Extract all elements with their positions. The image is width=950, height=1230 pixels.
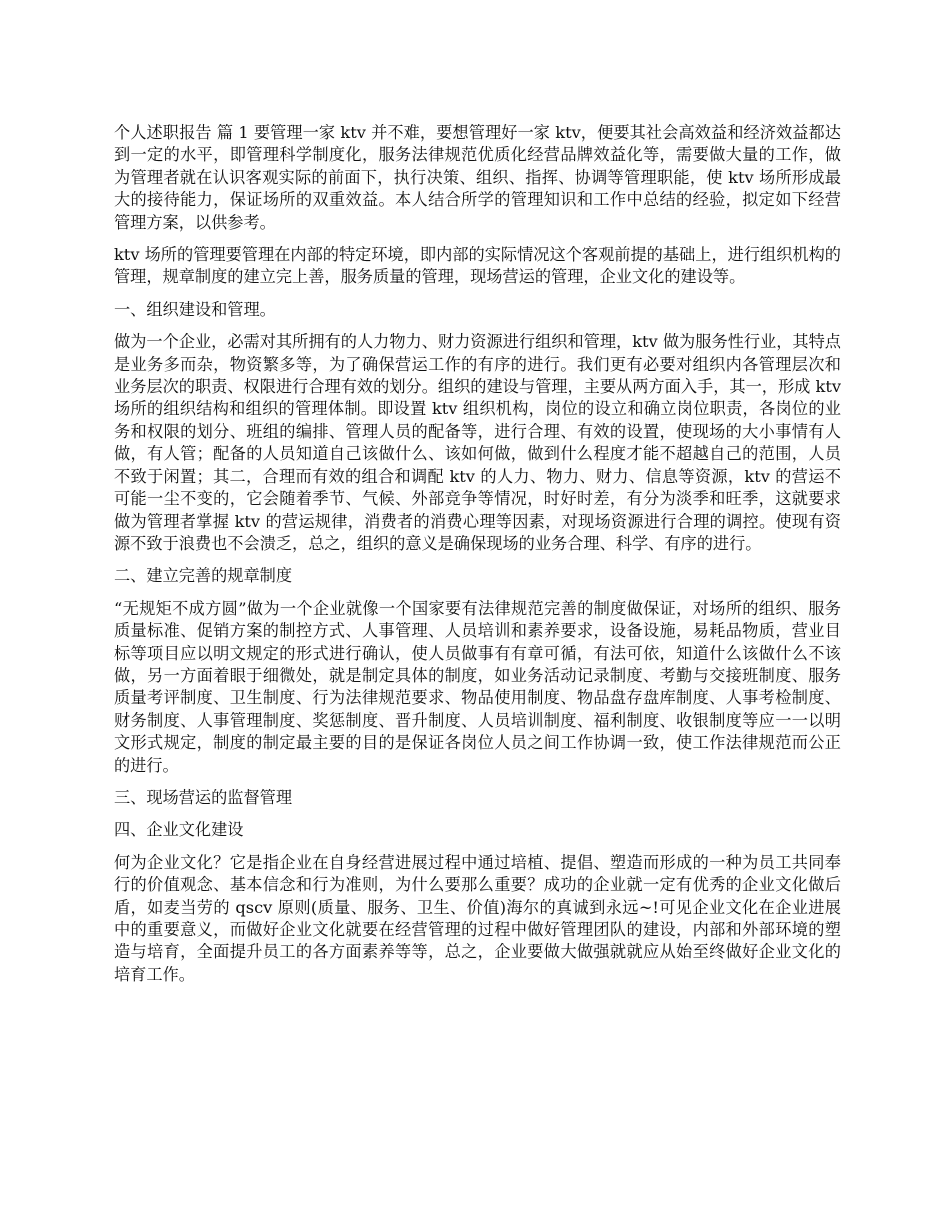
section-heading-rules: 二、建立完善的规章制度: [114, 566, 293, 586]
document-page: [114, 122, 841, 996]
paragraph-intro: 个人述职报告 篇 1 要管理一家 ktv 并不难，要想管理好一家 ktv，便要其社会高效益和经济效益都达到一定的水平，即管理科学制度化，服务法律规范优质化经营品牌效益化等，需要做大量的工作，做为管理者就在认识客观实际的前面下，执行决策、组织、指挥、协调等管理职能，使 ktv 场所形成最大的接待能力，保证场所的双重效益。本人结合所学的管理知识和工作中总结的经验，拟定如下经营管理方案，以供参考。: [114, 123, 841, 232]
paragraph-culture: 何为企业文化？它是指企业在自身经营进展过程中通过培植、提倡、塑造而形成的一种为员工共同奉行的价值观念、基本信念和行为准则，为什么要那么重要？成功的企业就一定有优秀的企业文化做后盾，如麦当劳的 qscv 原则(质量、服务、卫生、价值)海尔的真诚到永远~!可见企业文化在企业进展中的重要意义，而做好企业文化就要在经营管理的过程中做好管理团队的建设，内部和外部环境的塑造与培育，全面提升员工的各方面素养等等，总之，企业要做大做强就就应从始至终做好企业文化的培育工作。: [114, 852, 841, 984]
paragraph-organization: 做为一个企业，必需对其所拥有的人力物力、财力资源进行组织和管理，ktv 做为服务性行业，其特点是业务多而杂，物资繁多等，为了确保营运工作的有序的进行。我们更有必要对组织内各管理层次和业务层次的职责、权限进行合理有效的划分。组织的建设与管理，主要从两方面入手，其一，形成 ktv 场所的组织结构和组织的管理体制。即设置 ktv 组织机构，岗位的设立和确立岗位职责，各岗位的业务和权限的划分、班组的编排、管理人员的配备等，进行合理、有效的设置，使现场的大小事情有人做，有人管；配备的人员知道自己该做什么、该如何做，做到什么程度才能不超越自己的范围，人员不致于闲置；其二，合理而有效的组合和调配 ktv 的人力、物力、财力、信息等资源，ktv 的营运不可能一尘不变的，它会随着季节、气候、外部竞争等情况，时好时差，有分为淡季和旺季，这就要求做为管理者掌握 ktv 的营运规律，消费者的消费心理等因素，对现场资源进行合理的调控。使现有资源不致于浪费也不会溃乏，总之，组织的意义是确保现场的业务合理、科学、有序的进行。: [114, 332, 841, 553]
paragraph-scope: ktv 场所的管理要管理在内部的特定环境，即内部的实际情况这个客观前提的基础上，进行组织机构的管理，规章制度的建立完上善，服务质量的管理，现场营运的管理，企业文化的建设等。: [114, 245, 841, 287]
section-heading-culture: 四、企业文化建设: [114, 820, 244, 840]
paragraph-rules: “无规矩不成方圆”做为一个企业就像一个国家要有法律规范完善的制度做保证，对场所的组织、服务质量标准、促销方案的制控方式、人事管理、人员培训和素养要求，设备设施，易耗品物质，营业目标等项目应以明文规定的形式进行确认，使人员做事有有章可循，有法可依，知道什么该做什么不该做，另一方面着眼于细微处，就是制定具体的制度，如业务活动记录制度、考勤与交接班制度、服务质量考评制度、卫生制度、行为法律规范要求、物品使用制度、物品盘存盘库制度、人事考检制度、财务制度、人事管理制度、奖惩制度、晋升制度、人员培训制度、福利制度、收银制度等应一一以明文形式规定，制度的制定最主要的目的是保证各岗位人员之间工作协调一致，使工作法律规范而公正的进行。: [114, 598, 841, 775]
section-heading-organization: 一、组织建设和管理。: [114, 299, 276, 319]
section-heading-supervision: 三、现场营运的监督管理: [114, 787, 293, 807]
